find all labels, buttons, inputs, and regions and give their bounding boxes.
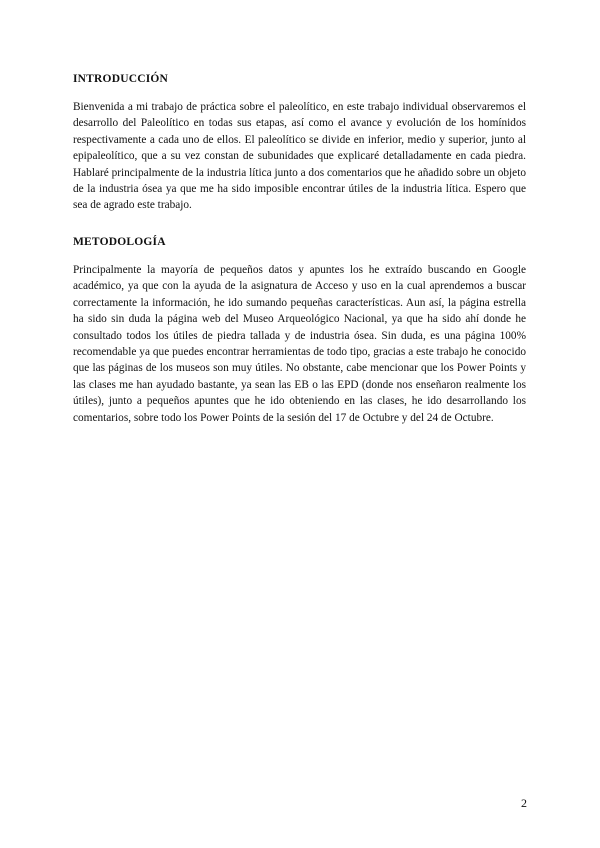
paragraph-metodologia: Principalmente la mayoría de pequeños datos y apuntes los he extraído buscando en Google académico, ya que con la ayuda de la asignatura de Acceso y uso en la cual aprendemos a buscar correctamente la información, he ido sumando pequeñas características. Aun así, la página estrella ha sido sin duda la página web del Museo Arqueológico Nacional, ya que ha sido ahí donde he consultado todos los útiles de piedra tallada y de industria ósea. Sin duda, es una página 100% recomendable ya que puedes encontrar herramientas de todo tipo, gracias a este trabajo he conocido que las páginas de los museos son muy útiles. No obstante, cabe mencionar que los Power Points y las clases me han ayudado bastante, ya sean las EB o las EPD (donde nos enseñaron realmente los útiles), junto a pequeños apuntes que he ido obteniendo en las clases, he ido desarrollando los comentarios, sobre todo los Power Points de la sesión del 17 de Octubre y del 24 de Octubre. [73,264,526,424]
paragraph-introduccion: Bienvenida a mi trabajo de práctica sobre el paleolítico, en este trabajo individual observaremos el desarrollo del Paleolítico en todas sus etapas, así como el avance y evolución de los homínidos respectivamente a cada uno de ellos. El paleolítico se divide en inferior, medio y superior, junto al epipaleolítico, que a su vez constan de subunidades que explicaré detalladamente en cada piedra. Hablaré principalmente de la industria lítica junto a dos comentarios que he añadido sobre un objeto de la industria ósea ya que me ha sido imposible encontrar útiles de la industria lítica. Espero que sea de agrado este trabajo. [73,101,526,212]
page-number: 2 [521,796,527,810]
introduccion-section [73,72,526,214]
section-heading-introduccion: INTRODUCCIÓN [73,73,169,85]
metodologia-section [73,235,526,426]
section-heading-metodologia: METODOLOGÍA [73,236,166,248]
